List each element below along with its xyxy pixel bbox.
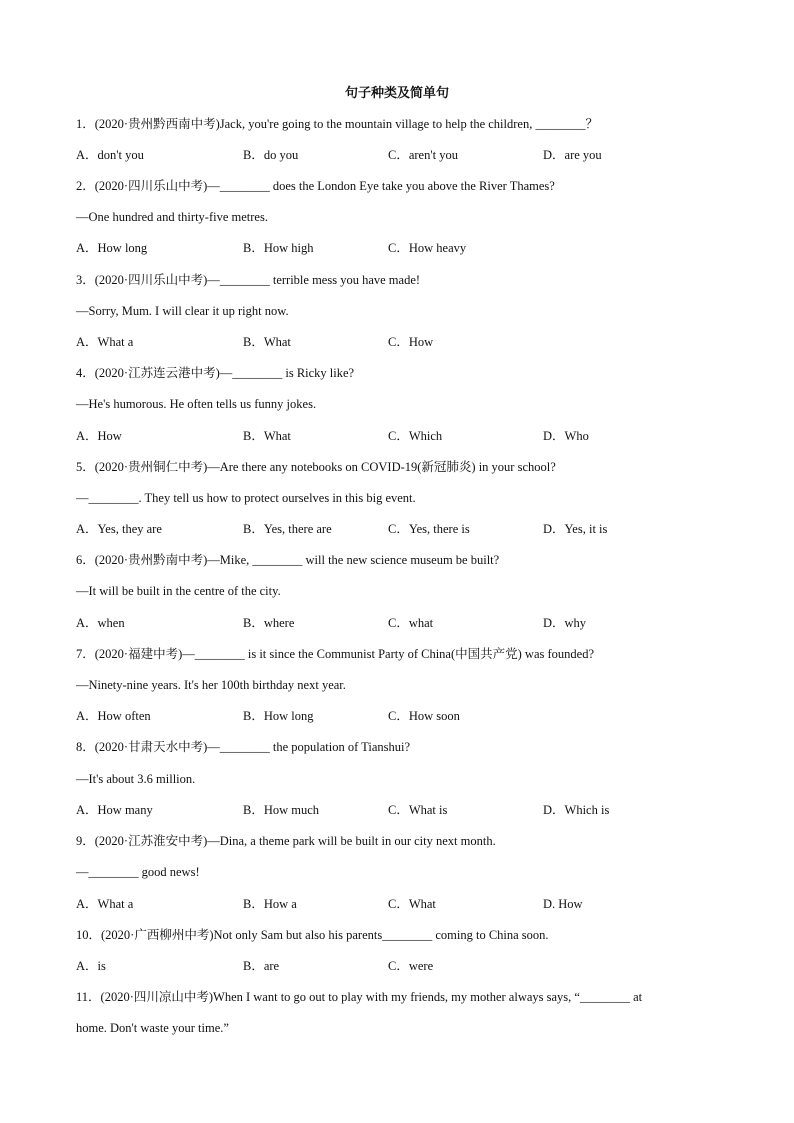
option-a: A．is xyxy=(76,959,106,973)
option-d: D．Which is xyxy=(543,803,610,817)
page-title: 句子种类及简单句 xyxy=(344,85,449,100)
question-4-reply: —He's humorous. He often tells us funny jokes. xyxy=(76,397,317,411)
option-b: B．How high xyxy=(243,241,314,255)
option-c: C．How soon xyxy=(388,709,460,723)
question-3-reply: —Sorry, Mum. I will clear it up right now. xyxy=(76,304,289,318)
option-b: B．How a xyxy=(243,897,297,911)
option-c: C．what xyxy=(388,616,434,630)
option-c: C．were xyxy=(388,959,434,973)
option-a: A．How often xyxy=(76,709,151,723)
option-a: A．don't you xyxy=(76,148,144,162)
option-c: C．What xyxy=(388,897,436,911)
question-6-stem: 6．(2020·贵州黔南中考)—Mike, ________ will the new science museum be built? xyxy=(76,553,500,567)
question-3-stem: 3．(2020·四川乐山中考)—________ terrible mess you have made! xyxy=(76,273,421,287)
option-c: C．What is xyxy=(388,803,448,817)
option-a: A．Yes, they are xyxy=(76,522,162,536)
option-b: B．Yes, there are xyxy=(243,522,332,536)
option-d: D．Yes, it is xyxy=(543,522,608,536)
option-d: D．why xyxy=(543,616,587,630)
question-11-stem: 11．(2020·四川凉山中考)When I want to go out to play with my friends, my mother always says, “________ at xyxy=(76,990,643,1004)
question-8-stem: 8．(2020·甘肃天水中考)—________ the population of Tianshui? xyxy=(76,740,411,754)
question-11-continuation: home. Don't waste your time.” xyxy=(76,1021,229,1035)
option-b: B．What xyxy=(243,335,291,349)
question-8-reply: —It's about 3.6 million. xyxy=(76,772,196,786)
option-c: C．How heavy xyxy=(388,241,467,255)
option-b: B．are xyxy=(243,959,280,973)
option-a: A．when xyxy=(76,616,125,630)
option-b: B．What xyxy=(243,429,291,443)
option-a: A．How long xyxy=(76,241,148,255)
option-a: A．How many xyxy=(76,803,153,817)
question-5-reply: —________. They tell us how to protect ourselves in this big event. xyxy=(76,491,416,505)
question-4-stem: 4．(2020·江苏连云港中考)—________ is Ricky like? xyxy=(76,366,355,380)
question-7-reply: —Ninety-nine years. It's her 100th birthday next year. xyxy=(76,678,346,692)
option-b: B．where xyxy=(243,616,295,630)
option-d: D. How xyxy=(543,897,583,911)
option-b: B．How much xyxy=(243,803,320,817)
question-2-stem: 2．(2020·四川乐山中考)—________ does the London Eye take you above the River Thames? xyxy=(76,179,555,193)
option-b: B．do you xyxy=(243,148,299,162)
option-d: D．Who xyxy=(543,429,589,443)
question-1-stem: 1．(2020·贵州黔西南中考)Jack, you're going to the mountain village to help the children, ________？ xyxy=(76,117,598,131)
option-a: A．What a xyxy=(76,897,134,911)
question-9-reply: —________ good news! xyxy=(76,865,200,879)
option-a: A．What a xyxy=(76,335,134,349)
question-5-stem: 5．(2020·贵州铜仁中考)—Are there any notebooks on COVID-19(新冠肺炎) in your school? xyxy=(76,460,556,474)
question-6-reply: —It will be built in the centre of the city. xyxy=(76,584,281,598)
option-c: C．Yes, there is xyxy=(388,522,470,536)
question-9-stem: 9．(2020·江苏淮安中考)—Dina, a theme park will be built in our city next month. xyxy=(76,834,496,848)
option-c: C．How xyxy=(388,335,434,349)
question-2-reply: —One hundred and thirty-five metres. xyxy=(76,210,268,224)
option-c: C．Which xyxy=(388,429,443,443)
option-b: B．How long xyxy=(243,709,314,723)
option-d: D．are you xyxy=(543,148,602,162)
option-a: A．How xyxy=(76,429,122,443)
question-7-stem: 7．(2020·福建中考)—________ is it since the Communist Party of China(中国共产党) was founded? xyxy=(76,647,594,661)
question-10-stem: 10．(2020·广西柳州中考)Not only Sam but also his parents________ coming to China soon. xyxy=(76,928,549,942)
option-c: C．aren't you xyxy=(388,148,458,162)
